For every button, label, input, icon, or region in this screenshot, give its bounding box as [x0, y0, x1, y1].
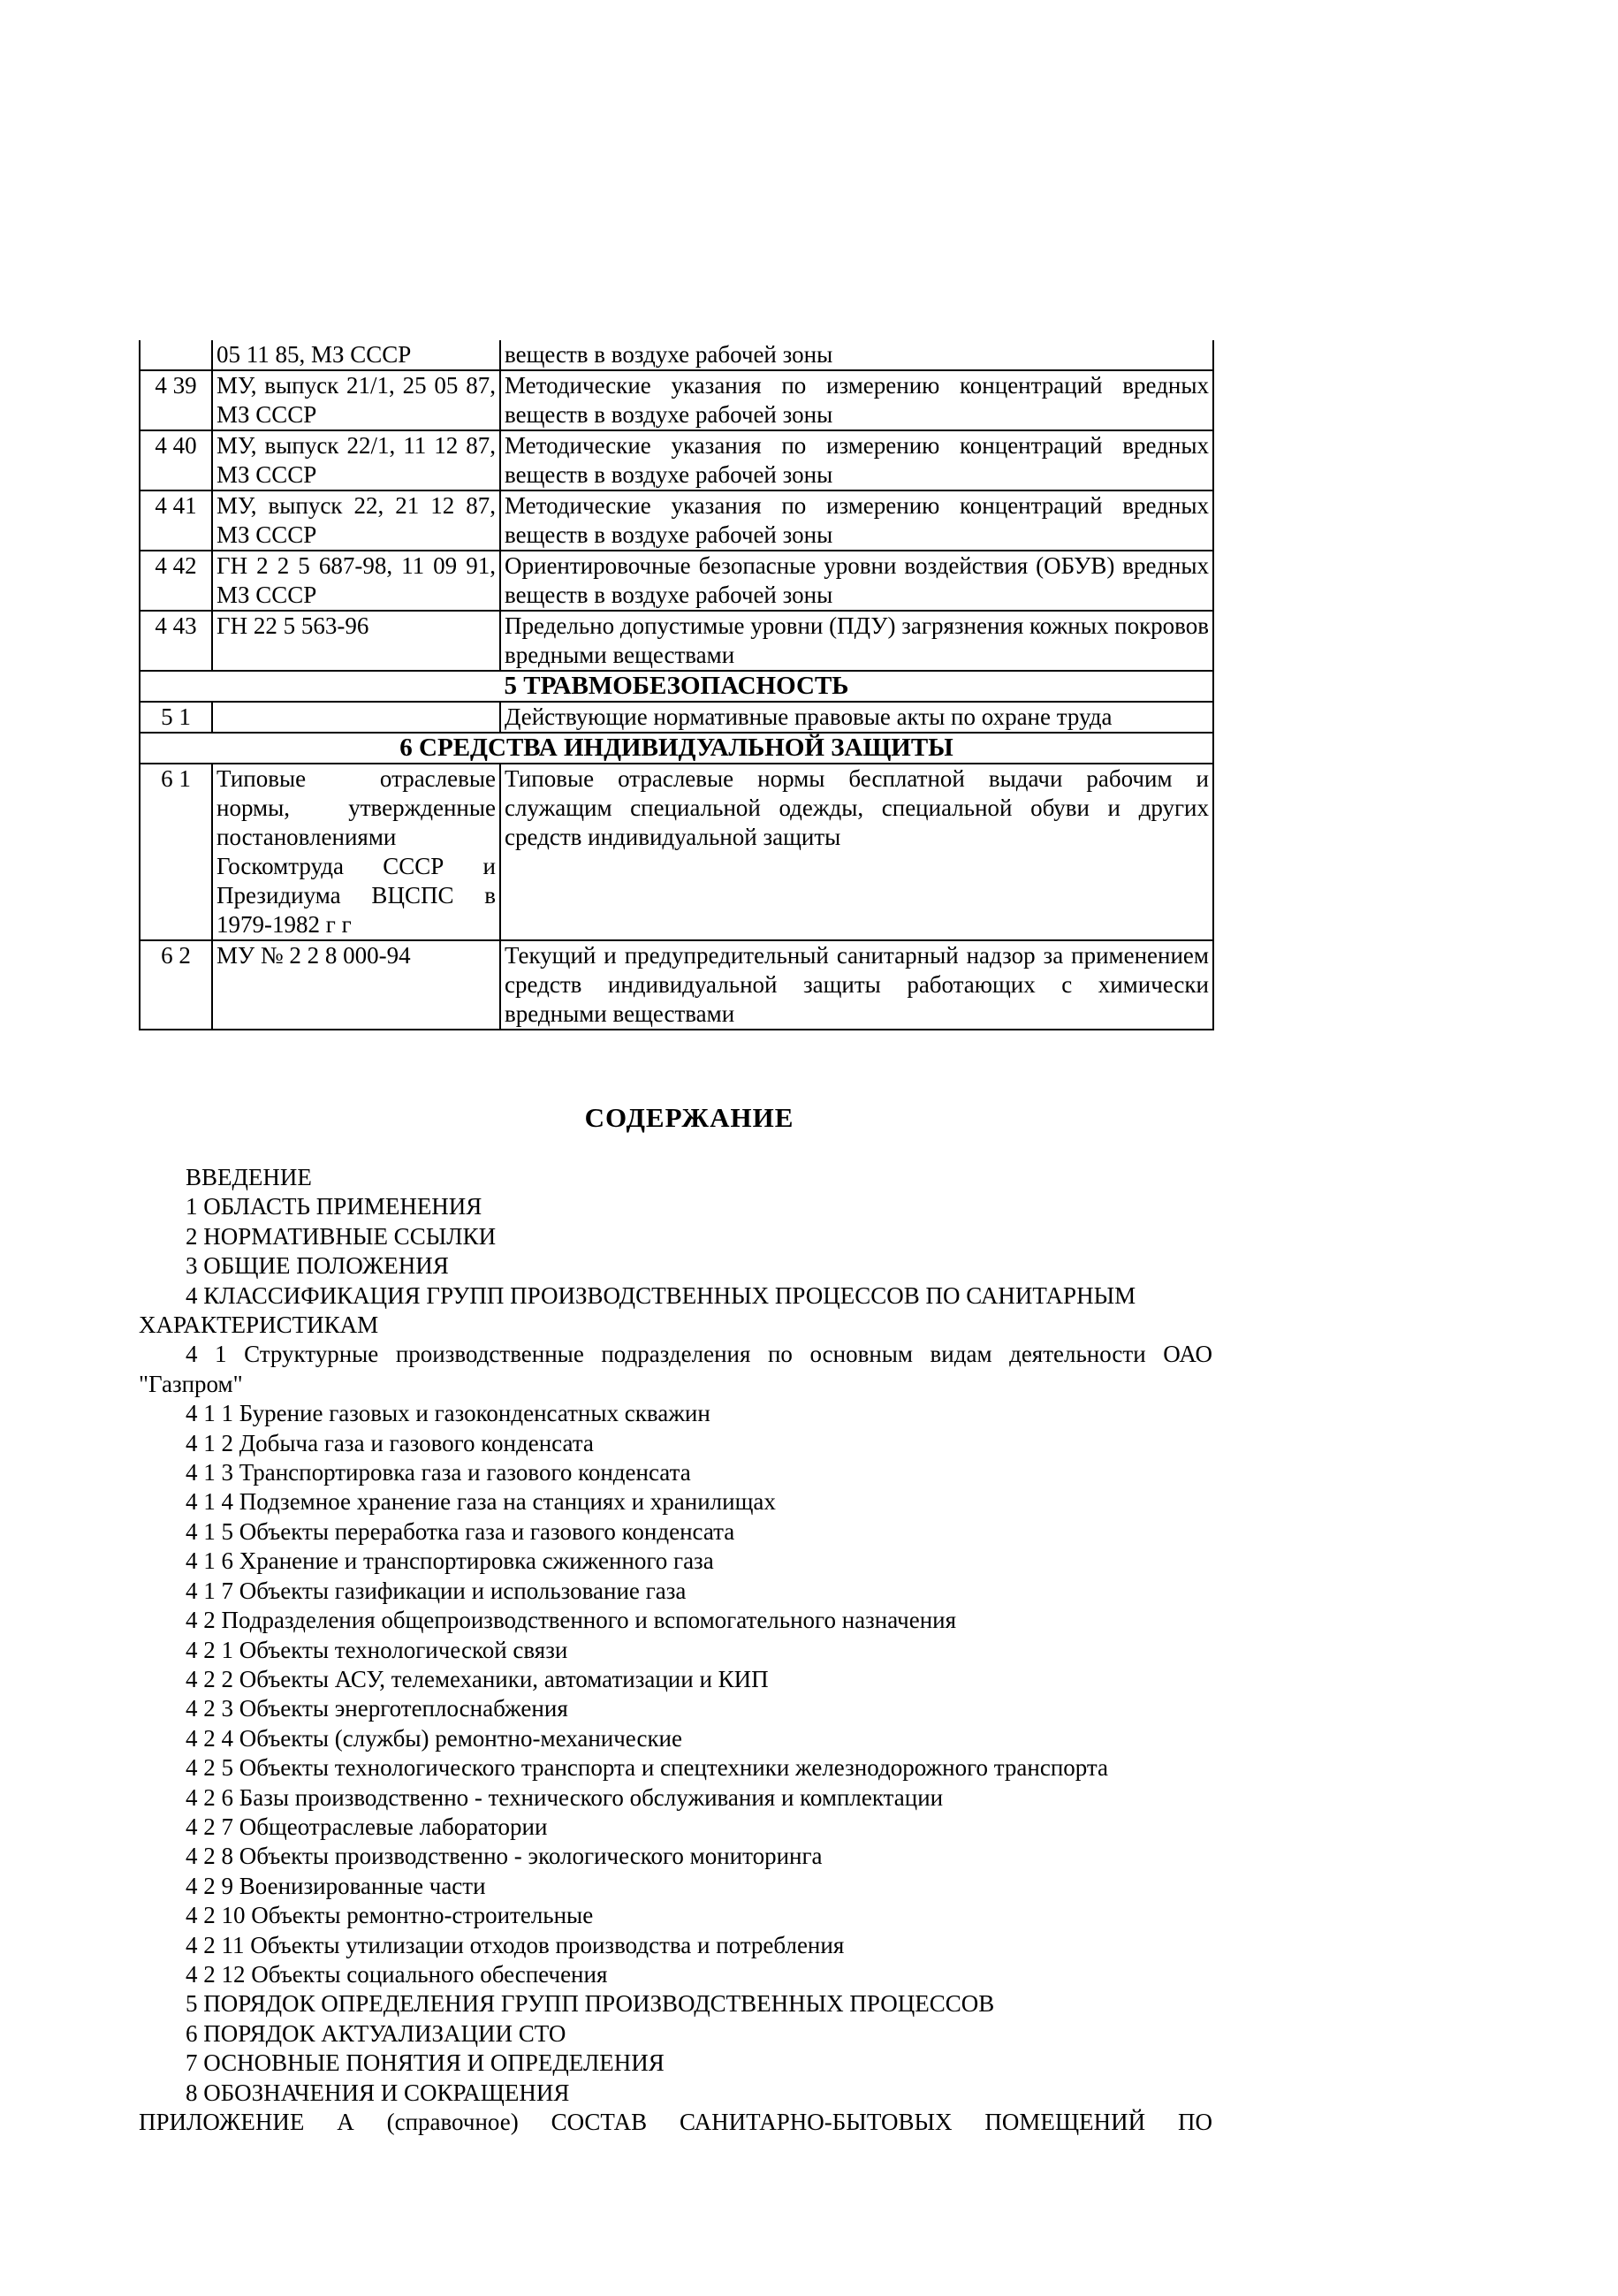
document-ref: Типовые отраслевые нормы, утвержденные постановлениями Госкомтруда СССР и Президиума ВЦСПС в 1979-1982 г г [212, 764, 500, 940]
toc-item: 4 2 1 Объекты технологической связи [186, 1636, 568, 1663]
toc-item: 7 ОСНОВНЫЕ ПОНЯТИЯ И ОПРЕДЕЛЕНИЯ [186, 2049, 665, 2077]
toc-item: "Газпром" [139, 1370, 243, 1397]
toc-item: 4 2 7 Общеотраслевые лаборатории [186, 1813, 548, 1840]
table-row [140, 490, 1213, 551]
section-header-row [140, 671, 1213, 702]
table-row [140, 370, 1213, 430]
table-of-contents [139, 1163, 1212, 2137]
toc-item: 4 2 3 Объекты энерготеплоснабжения [186, 1695, 568, 1722]
table-row [140, 430, 1213, 490]
document-description: Методические указания по измерению концентраций вредных веществ в воздухе рабочей зоны [500, 370, 1213, 430]
toc-item: 4 1 5 Объекты переработка газа и газового конденсата [186, 1517, 735, 1545]
document-ref: МУ, выпуск 22, 21 12 87, МЗ СССР [212, 490, 500, 551]
document-description: Методические указания по измерению концентраций вредных веществ в воздухе рабочей зоны [500, 490, 1213, 551]
toc-item: 4 2 2 Объекты АСУ, телемеханики, автоматизации и КИП [186, 1665, 769, 1692]
toc-item: 8 ОБОЗНАЧЕНИЯ И СОКРАЩЕНИЯ [186, 2079, 570, 2106]
contents-title: СОДЕРЖАНИЕ [584, 1102, 794, 1133]
table-row [140, 764, 1213, 940]
row-number: 5 1 [140, 702, 212, 733]
document-ref: ГН 22 5 563-96 [212, 611, 500, 671]
toc-item: 1 ОБЛАСТЬ ПРИМЕНЕНИЯ [186, 1193, 482, 1220]
document-ref: МУ, выпуск 22/1, 11 12 87, МЗ СССР [212, 430, 500, 490]
document-ref: ГН 2 2 5 687-98, 11 09 91, МЗ СССР [212, 551, 500, 611]
regulations-table [139, 340, 1214, 1030]
toc-item: 4 1 Структурные производственные подразделения по основным видам деятельности ОАО [186, 1341, 1212, 1368]
table-row [140, 551, 1213, 611]
toc-item: ВВЕДЕНИЕ [186, 1164, 312, 1190]
toc-item: 3 ОБЩИЕ ПОЛОЖЕНИЯ [186, 1252, 449, 1280]
toc-item: 5 ПОРЯДОК ОПРЕДЕЛЕНИЯ ГРУПП ПРОИЗВОДСТВЕННЫХ ПРОЦЕССОВ [186, 1990, 995, 2018]
document-description: Ориентировочные безопасные уровни воздействия (ОБУВ) вредных веществ в воздухе рабочей зоны [500, 551, 1213, 611]
row-number: 4 43 [140, 611, 212, 671]
toc-item: 4 2 12 Объекты социального обеспечения [186, 1960, 608, 1988]
toc-item: 4 1 4 Подземное хранение газа на станциях и хранилищах [186, 1488, 776, 1516]
toc-item: 4 2 11 Объекты утилизации отходов производства и потребления [186, 1931, 845, 1958]
toc-item: 4 2 8 Объекты производственно - экологического мониторинга [186, 1843, 823, 1870]
toc-item: 4 2 Подразделения общепроизводственного и вспомогательного назначения [186, 1607, 957, 1634]
row-number: 6 1 [140, 764, 212, 940]
toc-item: ХАРАКТЕРИСТИКАМ [139, 1311, 379, 1339]
document-description: Действующие нормативные правовые акты по охране труда [500, 702, 1213, 733]
toc-item: 4 2 10 Объекты ремонтно-строительные [186, 1902, 594, 1929]
table-row [140, 340, 1213, 370]
row-number: 4 41 [140, 490, 212, 551]
row-number: 4 40 [140, 430, 212, 490]
document-description: Типовые отраслевые нормы бесплатной выдачи рабочим и служащим специальной одежды, специальной обуви и других средств индивидуальной защиты [500, 764, 1213, 940]
section-title: 6 СРЕДСТВА ИНДИВИДУАЛЬНОЙ ЗАЩИТЫ [140, 733, 1213, 764]
toc-item: 4 2 4 Объекты (службы) ремонтно-механические [186, 1724, 682, 1752]
toc-item: 4 1 2 Добыча газа и газового конденсата [186, 1429, 594, 1456]
toc-item: 4 2 5 Объекты технологического транспорта и спецтехники железнодорожного транспорта [186, 1754, 1109, 1782]
document-ref: 05 11 85, МЗ СССР [212, 340, 500, 370]
row-number: 4 39 [140, 370, 212, 430]
section-title: 5 ТРАВМОБЕЗОПАСНОСТЬ [140, 671, 1213, 702]
toc-item: 4 2 9 Военизированные части [186, 1872, 486, 1899]
row-number: 4 42 [140, 551, 212, 611]
section-header-row [140, 733, 1213, 764]
toc-item: 2 НОРМАТИВНЫЕ ССЫЛКИ [186, 1222, 497, 1250]
toc-item: 6 ПОРЯДОК АКТУАЛИЗАЦИИ СТО [186, 2019, 566, 2047]
table-row [140, 611, 1213, 671]
toc-item: 4 1 3 Транспортировка газа и газового конденсата [186, 1459, 691, 1486]
toc-item: ПРИЛОЖЕНИЕ А (справочное) СОСТАВ САНИТАРНО-БЫТОВЫХ ПОМЕЩЕНИЙ ПО [139, 2109, 1212, 2135]
document-ref: МУ, выпуск 21/1, 25 05 87, МЗ СССР [212, 370, 500, 430]
document-description: Методические указания по измерению концентраций вредных веществ в воздухе рабочей зоны [500, 430, 1213, 490]
toc-item: 4 1 1 Бурение газовых и газоконденсатных скважин [186, 1400, 710, 1427]
document-ref: МУ № 2 2 8 000-94 [212, 940, 500, 1030]
table-row [140, 702, 1213, 733]
document-description: Предельно допустимые уровни (ПДУ) загрязнения кожных покровов вредными веществами [500, 611, 1213, 671]
row-number: 6 2 [140, 940, 212, 1030]
row-number [140, 340, 212, 370]
toc-item: 4 2 6 Базы производственно - технического обслуживания и комплектации [186, 1783, 944, 1811]
table-row [140, 940, 1213, 1030]
document-description: Текущий и предупредительный санитарный надзор за применением средств индивидуальной защиты работающих с химически вредными веществами [500, 940, 1213, 1030]
document-description: веществ в воздухе рабочей зоны [500, 340, 1213, 370]
toc-item: 4 1 6 Хранение и транспортировка сжиженного газа [186, 1547, 714, 1575]
document-ref [212, 702, 500, 733]
toc-item: 4 КЛАССИФИКАЦИЯ ГРУПП ПРОИЗВОДСТВЕННЫХ ПРОЦЕССОВ ПО САНИТАРНЫМ [186, 1281, 1136, 1309]
toc-item: 4 1 7 Объекты газификации и использование газа [186, 1577, 687, 1604]
